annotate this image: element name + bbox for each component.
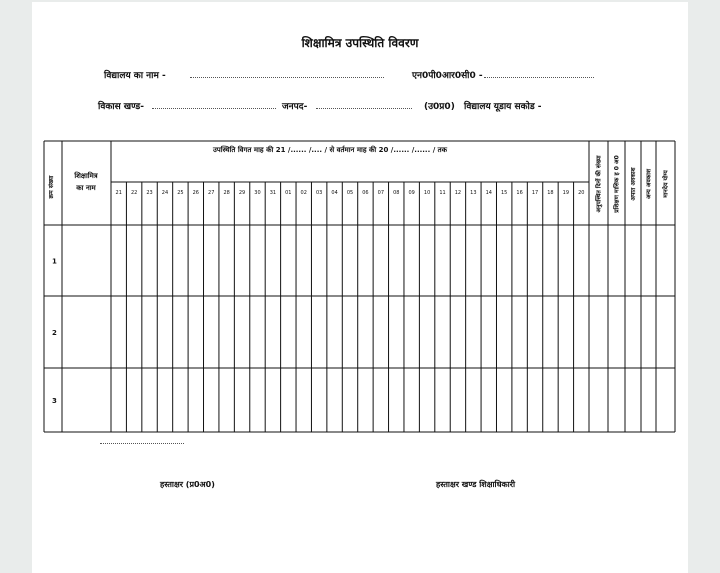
footer-dotted-line (100, 443, 184, 444)
row-serial: 3 (52, 397, 57, 405)
day-number: 20 (578, 190, 585, 196)
day-number: 15 (501, 190, 508, 196)
block-label: विकास खण्ड- (98, 102, 144, 112)
extra-header-1: अनुपस्थित दिनों की संख्या (595, 155, 603, 213)
day-number: 27 (208, 190, 215, 196)
name-header-line2: का नाम (76, 184, 96, 192)
state-label: (उ0प्र0) (424, 102, 455, 112)
school-name-label: विद्यालय का नाम - (104, 71, 166, 81)
attendance-table (32, 2, 688, 573)
day-number: 18 (547, 190, 554, 196)
day-number: 30 (254, 190, 261, 196)
day-number: 12 (454, 190, 462, 196)
day-number: 13 (470, 190, 477, 196)
day-number: 09 (408, 190, 415, 196)
day-number: 31 (269, 190, 277, 196)
day-number: 19 (562, 190, 570, 196)
day-number: 29 (238, 190, 246, 196)
serial-header: क्रम संख्या (48, 175, 55, 199)
day-number: 07 (377, 190, 385, 196)
principal-signature-label: हस्ताक्षर (प्र0अ0) (160, 480, 215, 489)
district-label: जनपद- (282, 102, 308, 112)
row-serial: 1 (52, 257, 57, 266)
day-number: 22 (130, 190, 138, 196)
extra-header-3: अपात अवकाश (630, 167, 637, 201)
school-code-label: विद्यालय यूडाय सकोड - (464, 102, 542, 112)
day-number: 23 (146, 190, 153, 196)
extra-header-5: मानदेय योग्य (662, 170, 670, 198)
day-number: 14 (485, 190, 492, 196)
day-number: 17 (531, 190, 539, 196)
day-number: 08 (393, 190, 400, 196)
day-number: 26 (192, 190, 199, 196)
row-serial: 2 (52, 329, 57, 337)
day-number: 28 (223, 190, 230, 196)
day-number: 11 (439, 190, 446, 196)
day-number: 02 (300, 190, 307, 196)
document-sheet (32, 2, 688, 573)
day-number: 06 (362, 190, 369, 196)
day-number: 24 (161, 190, 169, 196)
extra-header-4: अन्य अवकाश (645, 168, 653, 200)
day-number: 03 (315, 190, 323, 196)
officer-signature-label: हस्ताक्षर खण्ड शिक्षाधिकारी (436, 480, 516, 489)
document-title: शिक्षामित्र उपस्थिति विवरण (301, 36, 419, 50)
period-header: उपस्थिति विगत माह की 21 /...... /.... / से वर्तमान माह की 20 /...... /...... / तक (212, 146, 448, 154)
day-number: 10 (423, 190, 431, 196)
name-header-line1: शिक्षामित्र (74, 172, 98, 180)
nprc-label: एन0पी0आर0सी0 - (412, 71, 483, 81)
day-number: 01 (285, 190, 292, 196)
day-number: 21 (115, 190, 122, 196)
extra-header-2: प्रशिक्षण मासिक ह 0 अ0 (613, 155, 621, 213)
day-number: 16 (516, 190, 523, 196)
day-number: 25 (177, 190, 184, 196)
day-number: 04 (331, 190, 338, 196)
day-number: 05 (346, 190, 354, 196)
